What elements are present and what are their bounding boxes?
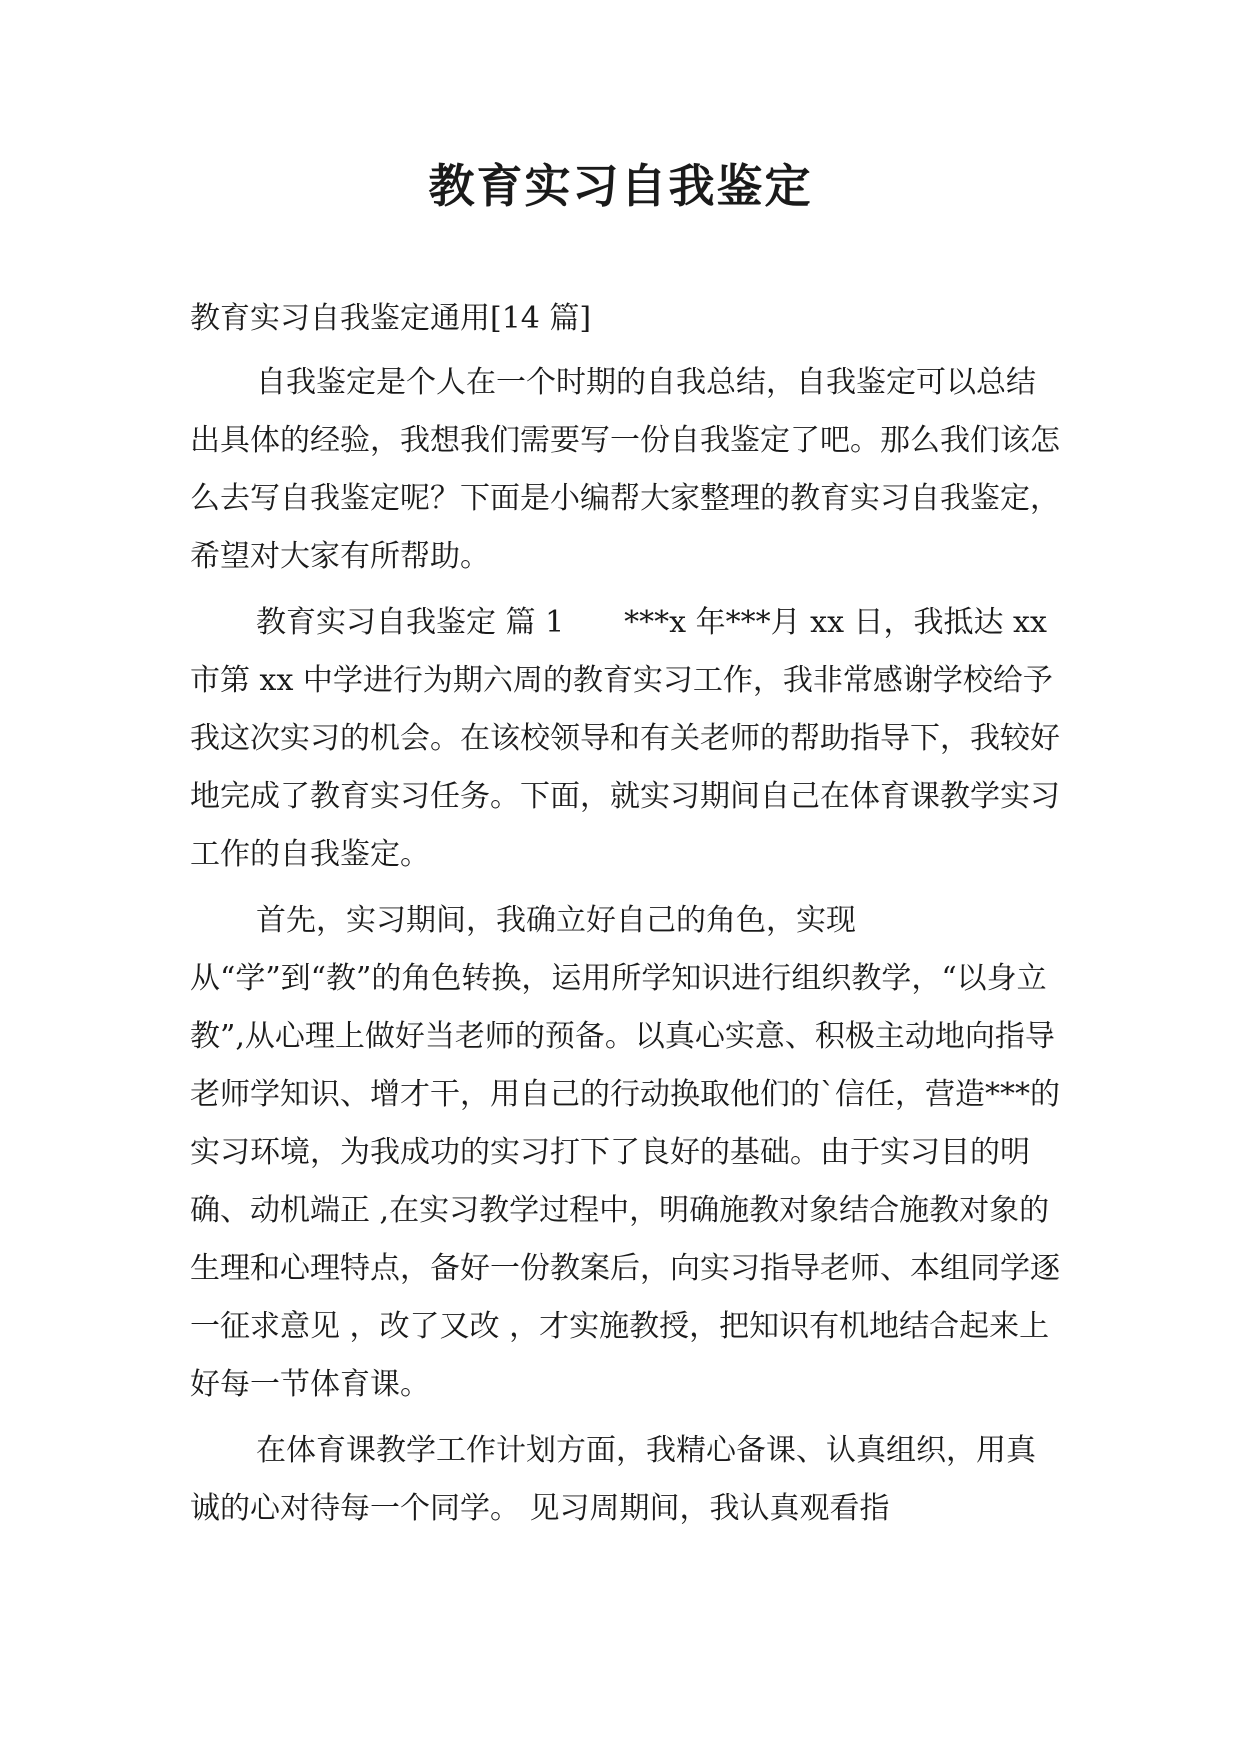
paragraph-part-1: 教育实习自我鉴定 篇 1 ***x 年***月 xx 日，我抵达 xx 市第 xx 中学进行为期六周的教育实习工作，我非常感谢学校给予我这次实习的机会。在该校领导和有关老师的帮助指导下，我较好地完成了教育实习任务。下面，就实习期间自己在体育课教学实习工作的自我鉴定。 [190,605,1060,872]
paragraph-intro: 自我鉴定是个人在一个时期的自我总结，自我鉴定可以总结出具体的经验，我想我们需要写一份自我鉴定了吧。那么我们该怎么去写自我鉴定呢？下面是小编帮大家整理的教育实习自我鉴定，希望对大家有所帮助。 [190,365,1060,574]
document-title: 教育实习自我鉴定 [428,159,813,213]
paragraph-planning: 在体育课教学工作计划方面，我精心备课、认真组织，用真诚的心对待每一个同学。 见习周期间，我认真观看指 [190,1433,1036,1526]
document-body [190,290,1060,1538]
paragraph-first: 首先，实习期间，我确立好自己的角色，实现从“学”到“教”的角色转换，运用所学知识进行组织教学，“以身立教”,从心理上做好当老师的预备。以真心实意、积极主动地向指导老师学知识、增才干，用自己的行动换取他们的`信任，营造***的实习环境，为我成功的实习打下了良好的基础。由于实习目的明确、动机端正 ,在实习教学过程中，明确施教对象结合施教对象的生理和心理特点，备好一份教案后，向实习指导老师、本组同学逐一征求意见 ，改了又改 ，才实施教授，把知识有机地结合起来上好每一节体育课。 [190,903,1060,1402]
document-subtitle: 教育实习自我鉴定通用[14 篇] [190,301,592,336]
